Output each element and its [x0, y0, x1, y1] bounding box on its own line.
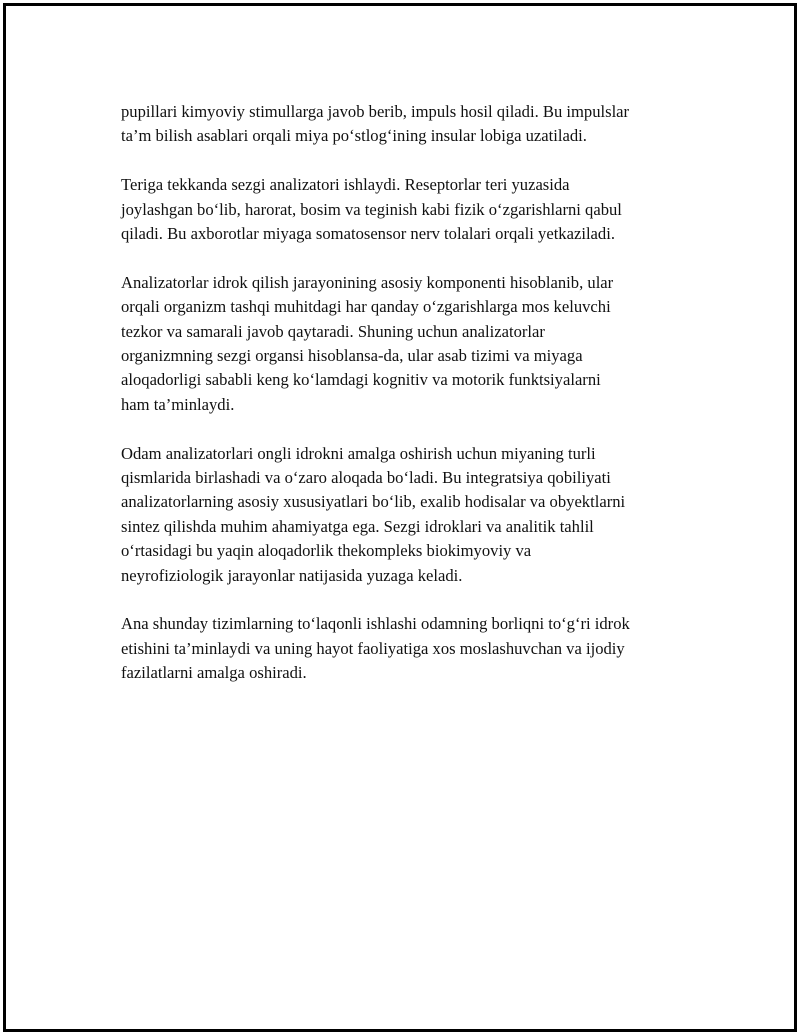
text-line: qismlarida birlashadi va o‘zaro aloqada bo‘ladi. Bu integratsiya qobiliyati [121, 468, 611, 488]
document-body [121, 100, 701, 710]
text-line: Analizatorlar idrok qilish jarayonining asosiy komponenti hisoblanib, ular [121, 272, 614, 292]
paragraph-2 [121, 173, 701, 246]
text-line: aloqadorligi sababli keng ko‘lamdagi kognitiv va motorik funktsiyalarni [121, 370, 601, 390]
text-line: Teriga tekkanda sezgi analizatori ishlaydi. Reseptorlar teri yuzasida [121, 175, 570, 195]
text-line: sintez qilishda muhim ahamiyatga ega. Sezgi idroklari va analitik tahlil [121, 516, 594, 536]
text-line: tezkor va samarali javob qaytaradi. Shuning uchun analizatorlar [121, 321, 545, 341]
paragraph-4 [121, 442, 701, 588]
text-line: qiladi. Bu axborotlar miyaga somatosensor nerv tolalari orqali yetkaziladi. [121, 224, 615, 244]
text-line: o‘rtasidagi bu yaqin aloqadorlik thekompleks biokimyoviy va [121, 541, 532, 561]
text-line: analizatorlarning asosiy xususiyatlari bo‘lib, exalib hodisalar va obyektlarni [121, 492, 626, 512]
text-line: neyrofiziologik jarayonlar natijasida yuzaga keladi. [121, 565, 463, 585]
text-line: ta’m bilish asablari orqali miya po‘stlog‘ining insular lobiga uzatiladi. [121, 126, 587, 146]
text-line: fazilatlarni amalga oshiradi. [121, 663, 307, 683]
paragraph-1 [121, 100, 701, 149]
paragraph-3 [121, 271, 701, 417]
text-line: pupillari kimyoviy stimullarga javob berib, impuls hosil qiladi. Bu impulslar [121, 102, 630, 121]
text-line: ham ta’minlaydi. [121, 394, 235, 414]
paragraph-5 [121, 612, 701, 685]
text-line: Odam analizatorlari ongli idrokni amalga oshirish uchun miyaning turli [121, 443, 596, 463]
text-line: etishini ta’minlaydi va uning hayot faoliyatiga xos moslashuvchan va ijodiy [121, 638, 625, 658]
text-line: Ana shunday tizimlarning to‘laqonli ishlashi odamning borliqni to‘g‘ri idrok [121, 614, 630, 634]
text-line: organizmning sezgi organsi hisoblansa-da, ular asab tizimi va miyaga [121, 346, 583, 366]
document-page [3, 3, 797, 1032]
text-line: joylashgan bo‘lib, harorat, bosim va teginish kabi fizik o‘zgarishlarni qabul [121, 199, 622, 219]
text-line: orqali organizm tashqi muhitdagi har qanday o‘zgarishlarga mos keluvchi [121, 297, 611, 317]
